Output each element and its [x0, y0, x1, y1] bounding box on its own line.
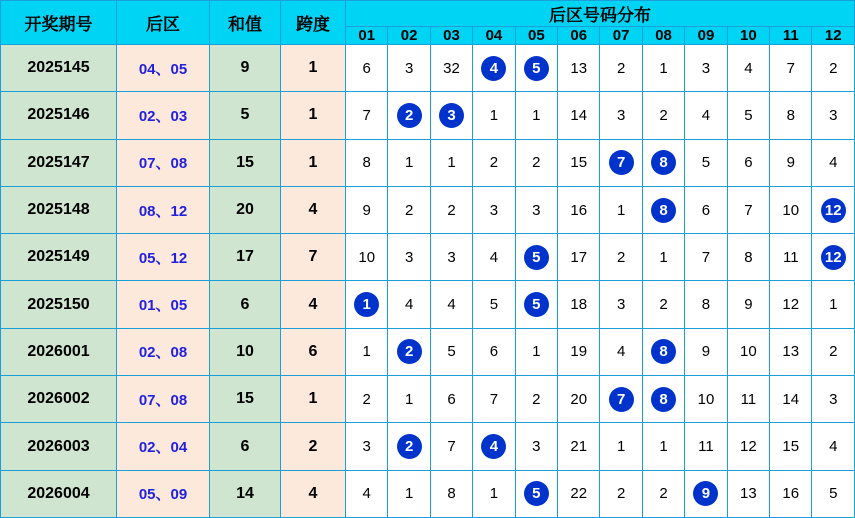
miss-count: 19 [558, 328, 600, 375]
row-span: 1 [281, 139, 346, 186]
row-issue: 2026003 [1, 423, 117, 470]
miss-count: 12 [770, 281, 812, 328]
miss-count: 3 [388, 45, 430, 92]
miss-count: 4 [812, 423, 855, 470]
miss-count: 4 [600, 328, 642, 375]
miss-count: 12 [727, 423, 769, 470]
hit-ball [642, 139, 684, 186]
miss-count: 6 [430, 376, 472, 423]
miss-count: 1 [515, 92, 557, 139]
header-num-07: 07 [600, 27, 642, 45]
miss-count: 4 [473, 234, 515, 281]
header-num-06: 06 [558, 27, 600, 45]
row-span: 7 [281, 234, 346, 281]
miss-count: 3 [515, 423, 557, 470]
ball-icon: 12 [821, 245, 846, 270]
row-issue: 2026002 [1, 376, 117, 423]
miss-count: 2 [388, 186, 430, 233]
miss-count: 3 [473, 186, 515, 233]
miss-count: 5 [430, 328, 472, 375]
miss-count: 10 [346, 234, 388, 281]
miss-count: 5 [473, 281, 515, 328]
miss-count: 4 [388, 281, 430, 328]
header-num-12: 12 [812, 27, 855, 45]
ball-icon: 8 [651, 198, 676, 223]
miss-count: 8 [770, 92, 812, 139]
miss-count: 3 [388, 234, 430, 281]
row-issue: 2025148 [1, 186, 117, 233]
hit-ball [388, 328, 430, 375]
miss-count: 7 [685, 234, 727, 281]
ball-icon: 1 [354, 292, 379, 317]
miss-count: 6 [685, 186, 727, 233]
miss-count: 5 [685, 139, 727, 186]
table-row [1, 139, 855, 186]
miss-count: 1 [642, 234, 684, 281]
hit-ball [346, 281, 388, 328]
table-row [1, 423, 855, 470]
miss-count: 1 [430, 139, 472, 186]
ball-icon: 8 [651, 150, 676, 175]
miss-count: 5 [727, 92, 769, 139]
hit-ball [515, 281, 557, 328]
hit-ball [430, 92, 472, 139]
miss-count: 16 [770, 470, 812, 517]
miss-count: 9 [346, 186, 388, 233]
miss-count: 4 [727, 45, 769, 92]
ball-icon: 8 [651, 387, 676, 412]
miss-count: 5 [812, 470, 855, 517]
miss-count: 7 [473, 376, 515, 423]
header-num-11: 11 [770, 27, 812, 45]
ball-icon: 12 [821, 198, 846, 223]
miss-count: 2 [600, 234, 642, 281]
miss-count: 3 [600, 92, 642, 139]
miss-count: 2 [642, 92, 684, 139]
miss-count: 2 [812, 45, 855, 92]
row-issue: 2025146 [1, 92, 117, 139]
miss-count: 22 [558, 470, 600, 517]
header-num-04: 04 [473, 27, 515, 45]
row-span: 2 [281, 423, 346, 470]
miss-count: 3 [685, 45, 727, 92]
hit-ball [515, 470, 557, 517]
header-num-05: 05 [515, 27, 557, 45]
header-num-02: 02 [388, 27, 430, 45]
miss-count: 8 [685, 281, 727, 328]
ball-icon: 4 [481, 56, 506, 81]
table-row [1, 186, 855, 233]
miss-count: 6 [473, 328, 515, 375]
miss-count: 10 [727, 328, 769, 375]
row-span: 4 [281, 186, 346, 233]
table-row [1, 376, 855, 423]
miss-count: 15 [558, 139, 600, 186]
row-back-numbers[interactable]: 02、08 [117, 328, 210, 375]
miss-count: 1 [812, 281, 855, 328]
miss-count: 1 [473, 92, 515, 139]
miss-count: 6 [346, 45, 388, 92]
row-back-numbers[interactable]: 07、08 [117, 139, 210, 186]
miss-count: 1 [600, 423, 642, 470]
hit-ball [685, 470, 727, 517]
row-span: 1 [281, 92, 346, 139]
miss-count: 2 [812, 328, 855, 375]
row-issue: 2025149 [1, 234, 117, 281]
miss-count: 1 [600, 186, 642, 233]
miss-count: 7 [770, 45, 812, 92]
miss-count: 3 [515, 186, 557, 233]
miss-count: 4 [812, 139, 855, 186]
hit-ball [515, 234, 557, 281]
miss-count: 2 [600, 45, 642, 92]
header-distribution: 后区号码分布 [346, 1, 855, 27]
miss-count: 8 [430, 470, 472, 517]
hit-ball [388, 92, 430, 139]
miss-count: 1 [473, 470, 515, 517]
row-back-numbers[interactable]: 02、03 [117, 92, 210, 139]
row-sum: 15 [210, 376, 281, 423]
miss-count: 15 [770, 423, 812, 470]
miss-count: 2 [642, 470, 684, 517]
header-num-01: 01 [346, 27, 388, 45]
miss-count: 2 [346, 376, 388, 423]
miss-count: 1 [388, 470, 430, 517]
table-row [1, 470, 855, 517]
miss-count: 18 [558, 281, 600, 328]
header-num-10: 10 [727, 27, 769, 45]
miss-count: 11 [685, 423, 727, 470]
header-sum: 和值 [210, 1, 281, 45]
hit-ball [812, 234, 855, 281]
miss-count: 14 [770, 376, 812, 423]
row-sum: 9 [210, 45, 281, 92]
miss-count: 2 [642, 281, 684, 328]
miss-count: 9 [685, 328, 727, 375]
row-back-numbers[interactable]: 07、08 [117, 376, 210, 423]
hit-ball [600, 376, 642, 423]
table-header [1, 1, 855, 45]
miss-count: 14 [558, 92, 600, 139]
miss-count: 2 [430, 186, 472, 233]
row-back-numbers[interactable]: 02、04 [117, 423, 210, 470]
miss-count: 2 [515, 139, 557, 186]
row-span: 4 [281, 281, 346, 328]
row-span: 6 [281, 328, 346, 375]
ball-icon: 2 [397, 103, 422, 128]
miss-count: 7 [346, 92, 388, 139]
row-issue: 2025147 [1, 139, 117, 186]
miss-count: 8 [727, 234, 769, 281]
row-span: 1 [281, 376, 346, 423]
miss-count: 11 [727, 376, 769, 423]
miss-count: 2 [600, 470, 642, 517]
row-issue: 2026004 [1, 470, 117, 517]
miss-count: 9 [727, 281, 769, 328]
ball-icon: 7 [609, 150, 634, 175]
row-back-numbers[interactable]: 05、09 [117, 470, 210, 517]
miss-count: 3 [812, 376, 855, 423]
miss-count: 20 [558, 376, 600, 423]
ball-icon: 2 [397, 434, 422, 459]
miss-count: 16 [558, 186, 600, 233]
miss-count: 6 [727, 139, 769, 186]
hit-ball [642, 376, 684, 423]
row-sum: 6 [210, 281, 281, 328]
ball-icon: 5 [524, 481, 549, 506]
miss-count: 13 [727, 470, 769, 517]
miss-count: 21 [558, 423, 600, 470]
miss-count: 1 [346, 328, 388, 375]
ball-icon: 7 [609, 387, 634, 412]
miss-count: 9 [770, 139, 812, 186]
header-back: 后区 [117, 1, 210, 45]
row-issue: 2025150 [1, 281, 117, 328]
table-row [1, 281, 855, 328]
hit-ball [515, 45, 557, 92]
ball-icon: 8 [651, 339, 676, 364]
header-num-03: 03 [430, 27, 472, 45]
row-sum: 10 [210, 328, 281, 375]
miss-count: 3 [430, 234, 472, 281]
row-sum: 15 [210, 139, 281, 186]
miss-count: 4 [346, 470, 388, 517]
table-row [1, 92, 855, 139]
header-row-top [1, 1, 855, 27]
hit-ball [388, 423, 430, 470]
miss-count: 13 [558, 45, 600, 92]
row-issue: 2025145 [1, 45, 117, 92]
miss-count: 10 [685, 376, 727, 423]
hit-ball [473, 45, 515, 92]
ball-icon: 9 [693, 481, 718, 506]
miss-count: 3 [346, 423, 388, 470]
miss-count: 10 [770, 186, 812, 233]
row-sum: 6 [210, 423, 281, 470]
table-body [1, 45, 855, 518]
miss-count: 1 [515, 328, 557, 375]
ball-icon: 5 [524, 245, 549, 270]
row-back-numbers[interactable]: 08、12 [117, 186, 210, 233]
row-sum: 5 [210, 92, 281, 139]
miss-count: 8 [346, 139, 388, 186]
ball-icon: 2 [397, 339, 422, 364]
miss-count: 32 [430, 45, 472, 92]
row-sum: 17 [210, 234, 281, 281]
miss-count: 7 [430, 423, 472, 470]
row-span: 4 [281, 470, 346, 517]
miss-count: 1 [642, 423, 684, 470]
miss-count: 2 [473, 139, 515, 186]
ball-icon: 5 [524, 56, 549, 81]
miss-count: 1 [642, 45, 684, 92]
ball-icon: 5 [524, 292, 549, 317]
row-span: 1 [281, 45, 346, 92]
row-back-numbers[interactable]: 05、12 [117, 234, 210, 281]
miss-count: 4 [430, 281, 472, 328]
ball-icon: 4 [481, 434, 506, 459]
row-back-numbers[interactable]: 01、05 [117, 281, 210, 328]
ball-icon: 3 [439, 103, 464, 128]
miss-count: 7 [727, 186, 769, 233]
miss-count: 13 [770, 328, 812, 375]
miss-count: 2 [515, 376, 557, 423]
miss-count: 1 [388, 139, 430, 186]
hit-ball [642, 186, 684, 233]
miss-count: 3 [812, 92, 855, 139]
miss-count: 1 [388, 376, 430, 423]
table-row [1, 45, 855, 92]
miss-count: 3 [600, 281, 642, 328]
miss-count: 4 [685, 92, 727, 139]
hit-ball [600, 139, 642, 186]
row-back-numbers[interactable]: 04、05 [117, 45, 210, 92]
header-span: 跨度 [281, 1, 346, 45]
hit-ball [812, 186, 855, 233]
header-issue: 开奖期号 [1, 1, 117, 45]
row-sum: 14 [210, 470, 281, 517]
row-issue: 2026001 [1, 328, 117, 375]
miss-count: 17 [558, 234, 600, 281]
table-row [1, 328, 855, 375]
hit-ball [473, 423, 515, 470]
header-num-08: 08 [642, 27, 684, 45]
hit-ball [642, 328, 684, 375]
table-row [1, 234, 855, 281]
header-num-09: 09 [685, 27, 727, 45]
miss-count: 11 [770, 234, 812, 281]
row-sum: 20 [210, 186, 281, 233]
